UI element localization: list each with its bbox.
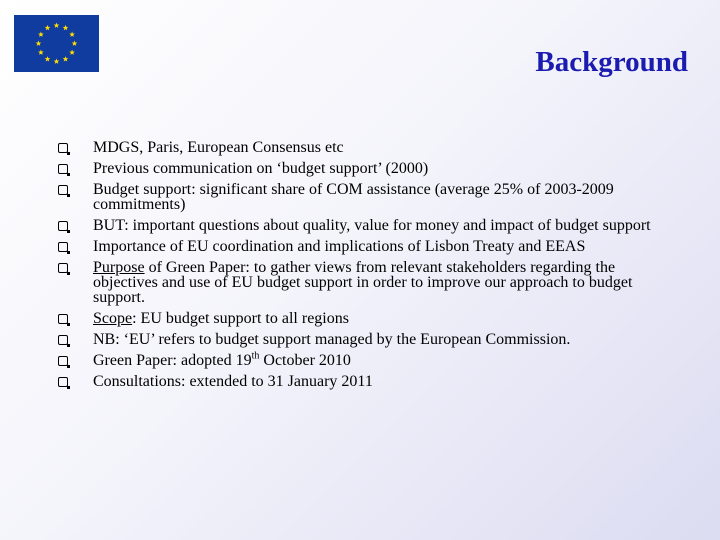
flag-star <box>63 56 69 61</box>
list-item: Previous communication on ‘budget support’ (2000) <box>58 161 658 176</box>
flag-star <box>63 25 69 30</box>
flag-star <box>38 32 44 37</box>
bullet-list <box>58 140 658 395</box>
flag-star <box>69 32 75 37</box>
list-item: Importance of EU coordination and implications of Lisbon Treaty and EEAS <box>58 239 658 254</box>
square-bullet-icon <box>58 263 68 273</box>
list-item: Scope: EU budget support to all regions <box>58 311 658 326</box>
list-item: Green Paper: adopted 19th October 2010 <box>58 353 658 368</box>
flag-star <box>36 41 42 46</box>
flag-star <box>38 50 44 55</box>
eu-flag-icon <box>14 15 99 72</box>
list-item: BUT: important questions about quality, value for money and impact of budget support <box>58 218 658 233</box>
square-bullet-icon <box>58 185 68 195</box>
square-bullet-icon <box>58 356 68 366</box>
list-item: NB: ‘EU’ refers to budget support managed by the European Commission. <box>58 332 658 347</box>
flag-star <box>45 25 51 30</box>
square-bullet-icon <box>58 335 68 345</box>
list-item: Purpose of Green Paper: to gather views from relevant stakeholders regarding the objectives and use of EU budget support in order to improve our approach to budget support. <box>58 260 658 305</box>
list-item: Budget support: significant share of COM assistance (average 25% of 2003-2009 commitments) <box>58 182 658 212</box>
flag-star <box>54 59 60 64</box>
square-bullet-icon <box>58 377 68 387</box>
square-bullet-icon <box>58 221 68 231</box>
square-bullet-icon <box>58 314 68 324</box>
flag-star <box>45 56 51 61</box>
square-bullet-icon <box>58 164 68 174</box>
square-bullet-icon <box>58 242 68 252</box>
flag-star <box>69 50 75 55</box>
list-item: MDGS, Paris, European Consensus etc <box>58 140 658 155</box>
flag-star <box>72 41 78 46</box>
slide-title: Background <box>535 46 688 78</box>
list-item: Consultations: extended to 31 January 2011 <box>58 374 658 389</box>
square-bullet-icon <box>58 143 68 153</box>
flag-star <box>54 23 60 28</box>
